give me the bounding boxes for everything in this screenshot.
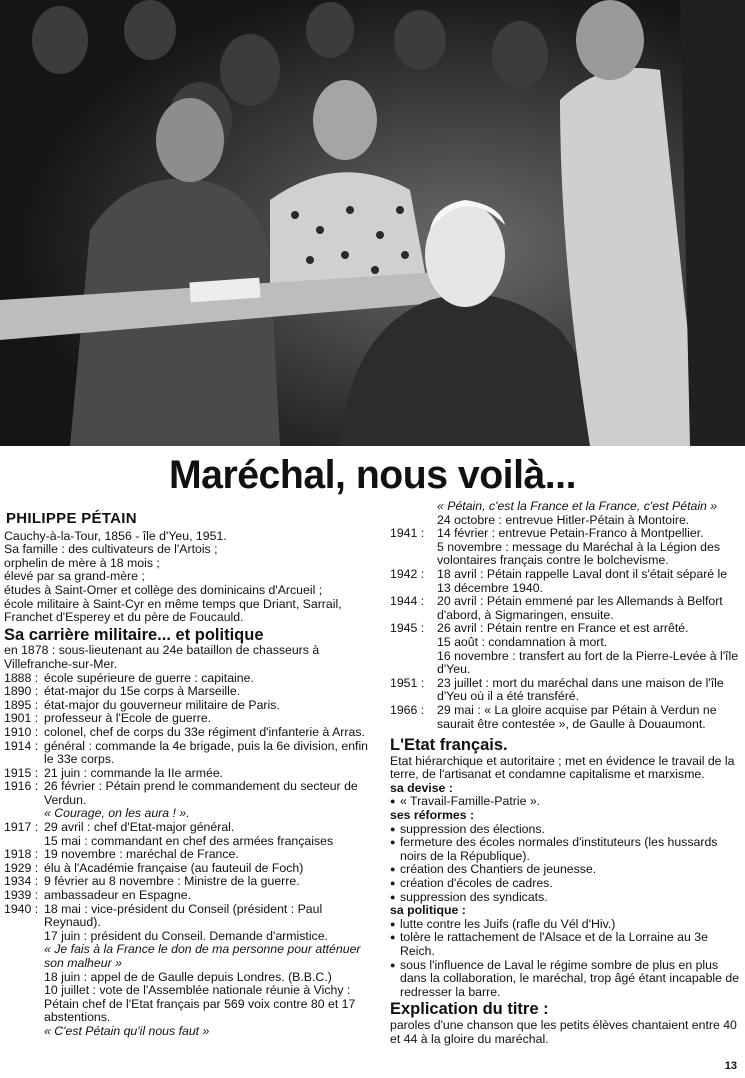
timeline-year: 1939 :: [4, 888, 39, 903]
timeline-entry: [4, 943, 380, 970]
timeline-entry: [390, 568, 742, 595]
timeline-text: « Je fais à la France le don de ma personne pour atténuer son malheur »: [44, 942, 361, 970]
timeline-year: 1951 :: [390, 675, 425, 690]
list-item: ● suppression des élections.: [390, 823, 742, 837]
list-item: ● création d'écoles de cadres.: [390, 877, 742, 891]
politique-list: [390, 918, 742, 1000]
timeline-text: 24 octobre : entrevue Hitler-Pétain à Montoire.: [437, 512, 690, 527]
timeline-text: général : commande la 4e brigade, puis la 6e division, enfin le 33e corps.: [44, 738, 369, 767]
timeline-year: 1940 :: [4, 901, 39, 916]
career-timeline: [4, 672, 380, 1039]
timeline-entry: [4, 672, 380, 686]
reformes-list: [390, 823, 742, 905]
timeline-entry: [390, 704, 742, 731]
timeline-entry: [4, 807, 380, 821]
timeline-year: [4, 807, 44, 821]
timeline-text: 15 mai : commandant en chef des armées françaises: [44, 833, 334, 848]
timeline-year: [390, 514, 437, 528]
timeline-entry: [390, 541, 742, 568]
politique-label: sa politique :: [390, 903, 466, 918]
timeline-text: 19 novembre : maréchal de France.: [44, 847, 239, 862]
timeline-entry: [4, 767, 380, 781]
timeline-text: professeur à l'Ecole de guerre.: [44, 711, 212, 726]
timeline-text: état-major du gouverneur militaire de Paris.: [44, 697, 280, 712]
timeline-entry: [4, 875, 380, 889]
timeline-text: ambassadeur en Espagne.: [44, 888, 191, 903]
timeline-entry: [4, 903, 380, 930]
timeline-text: 15 août : condamnation à mort.: [437, 634, 608, 649]
timeline-entry: [390, 514, 742, 528]
page-number: 13: [724, 1060, 737, 1072]
timeline-year: 1915 :: [4, 765, 39, 780]
devise-list: [390, 795, 742, 809]
timeline-entry: [390, 527, 742, 541]
timeline-year: 1895 :: [4, 697, 39, 712]
bio-line: études à Saint-Omer et collège des dominicains d'Arcueil ;: [4, 582, 323, 597]
timeline-text: 21 juin : commande la IIe armée.: [44, 765, 224, 780]
bio-line: orphelin de mère à 18 mois ;: [4, 555, 160, 570]
timeline-text: « C'est Pétain qu'il nous faut »: [44, 1023, 210, 1038]
timeline-year: [390, 636, 437, 650]
left-column: [4, 500, 380, 1039]
timeline-year: 1966 :: [390, 702, 425, 717]
timeline-year: 1910 :: [4, 724, 39, 739]
timeline-entry: [4, 740, 380, 767]
timeline-year: [4, 984, 44, 1025]
timeline-year: 1918 :: [4, 847, 39, 862]
bio-line: Cauchy-à-la-Tour, 1856 - île d'Yeu, 1951.: [4, 528, 227, 543]
reformes-label: ses réformes :: [390, 808, 475, 823]
timeline-text: 18 juin : appel de de Gaulle depuis Londres. (B.B.C.): [44, 969, 332, 984]
timeline-year: 1944 :: [390, 594, 425, 609]
timeline-entry: [390, 650, 742, 677]
timeline-year: [4, 930, 44, 944]
list-item: ● création des Chantiers de jeunesse.: [390, 863, 742, 877]
list-item: ● suppression des syndicats.: [390, 891, 742, 905]
timeline-year: 1929 :: [4, 860, 39, 875]
timeline-year: [4, 835, 44, 849]
timeline-text: 29 mai : « La gloire acquise par Pétain à Verdun ne saurait être contestée », de Gaulle à Douaumont.: [437, 702, 717, 731]
timeline-text: 20 avril : Pétain emmené par les Allemands à Belfort d'abord, à Sigmaringen, ensuite.: [437, 594, 723, 622]
timeline-entry: [4, 862, 380, 876]
timeline-year: [4, 943, 44, 970]
timeline-text: état-major du 15e corps à Marseille.: [44, 684, 241, 699]
explication-heading: Explication du titre :: [390, 1000, 549, 1019]
explication-text: paroles d'une chanson que les petits élèves chantaient entre 40 et 44 à la gloire du maréchal.: [390, 1017, 737, 1046]
timeline-entry: [4, 835, 380, 849]
timeline-year: [390, 541, 437, 568]
timeline-text: colonel, chef de corps du 33e régiment d'infanterie à Arras.: [44, 724, 365, 739]
timeline-year: 1916 :: [4, 779, 39, 794]
timeline-text: 14 février : entrevue Petain-Franco à Montpellier.: [437, 526, 704, 541]
timeline-text: 18 avril : Pétain rappelle Laval dont il s'était séparé le 13 décembre 1940.: [437, 566, 728, 595]
timeline-entry: [4, 726, 380, 740]
bio-line: Sa famille : des cultivateurs de l'Artois ;: [4, 542, 218, 557]
list-item: ● fermeture des écoles normales d'instituteurs (les hussards noirs de la République).: [390, 836, 742, 863]
timeline-text: 5 novembre : message du Maréchal à la Légion des volontaires français contre le bolchevisme.: [437, 539, 720, 568]
timeline-year: 1914 :: [4, 738, 39, 753]
career-heading: Sa carrière militaire... et politique: [4, 625, 264, 644]
timeline-year: 1888 :: [4, 670, 39, 685]
etat-heading: L'Etat français.: [390, 736, 508, 755]
timeline-text: « Courage, on les aura ! ».: [44, 806, 190, 821]
timeline-entry: [4, 984, 380, 1025]
timeline-entry: [4, 821, 380, 835]
timeline-year: 1934 :: [4, 874, 39, 889]
later-timeline: [390, 500, 742, 731]
bio-name: PHILIPPE PÉTAIN: [6, 510, 137, 527]
timeline-text: 23 juillet : mort du maréchal dans une maison de l'île d'Yeu où il a été transféré.: [437, 675, 724, 704]
timeline-year: 1941 :: [390, 526, 425, 541]
timeline-year: 1917 :: [4, 820, 39, 835]
timeline-text: élu à l'Académie française (au fauteuil de Foch): [44, 860, 304, 875]
timeline-text: école supérieure de guerre : capitaine.: [44, 670, 254, 685]
timeline-year: 1945 :: [390, 621, 425, 636]
devise-label: sa devise :: [390, 780, 453, 795]
timeline-year: 1901 :: [4, 711, 39, 726]
list-item: ● tolère le rattachement de l'Alsace et de la Lorraine au 3e Reich.: [390, 931, 742, 958]
timeline-year: 1890 :: [4, 684, 39, 699]
timeline-entry: [390, 500, 742, 514]
timeline-entry: [390, 636, 742, 650]
timeline-entry: [390, 622, 742, 636]
page-headline: Maréchal, nous voilà...: [168, 453, 576, 497]
bio-line: élevé par sa grand-mère ;: [4, 569, 145, 584]
timeline-entry: [4, 712, 380, 726]
timeline-text: 18 mai : vice-président du Conseil (président : Paul Reynaud).: [44, 901, 323, 930]
bio-line: école militaire à Saint-Cyr en même temps que Driant, Sarrail, Franchet d'Esperey et du père de Foucauld.: [4, 596, 342, 625]
timeline-entry: [4, 780, 380, 807]
timeline-text: 10 juillet : vote de l'Assemblée nationale réunie à Vichy : Pétain chef de l'Etat français par 569 voix contre 80 et 17 abstentions.: [44, 983, 356, 1025]
right-column: [390, 500, 742, 1046]
timeline-text: 17 juin : président du Conseil. Demande d'armistice.: [44, 928, 328, 943]
bio-text: [4, 530, 380, 625]
timeline-year: 1942 :: [390, 566, 425, 581]
timeline-entry: [4, 1025, 380, 1039]
timeline-text: 26 février : Pétain prend le commandement du secteur de Verdun.: [44, 779, 358, 807]
timeline-entry: [390, 595, 742, 622]
timeline-entry: [4, 889, 380, 903]
timeline-text: « Pétain, c'est la France et la France, c'est Pétain »: [437, 499, 718, 513]
trial-photograph: [0, 0, 745, 446]
timeline-entry: [4, 685, 380, 699]
timeline-year: [4, 971, 44, 985]
timeline-text: 29 avril : chef d'Etat-major général.: [44, 820, 235, 835]
timeline-entry: [390, 677, 742, 704]
timeline-year: [390, 500, 437, 514]
timeline-entry: [4, 971, 380, 985]
career-first: en 1878 : sous-lieutenant au 24e bataillon de chasseurs à Villefranche-sur-Mer.: [4, 643, 320, 671]
timeline-year: [4, 1025, 44, 1039]
timeline-entry: [4, 848, 380, 862]
timeline-text: 26 avril : Pétain rentre en France et est arrêté.: [437, 621, 689, 636]
list-item: ● sous l'influence de Laval le régime sombre de plus en plus dans la collaboration, le maréchal, trop âgé étant incapable de redresser la barre.: [390, 959, 742, 1000]
etat-intro: Etat hiérarchique et autoritaire ; met en évidence le travail de la terre, de l'artisanat et condamne capitalisme et marxisme.: [390, 753, 735, 782]
timeline-year: [390, 650, 437, 677]
list-item: ● « Travail-Famille-Patrie ».: [390, 795, 742, 809]
timeline-text: 9 février au 8 novembre : Ministre de la guerre.: [44, 874, 300, 889]
list-item: ● lutte contre les Juifs (rafle du Vél d'Hiv.): [390, 918, 742, 932]
timeline-text: 16 novembre : transfert au fort de la Pierre-Levée à l'île d'Yeu.: [437, 648, 739, 677]
timeline-entry: [4, 930, 380, 944]
timeline-entry: [4, 699, 380, 713]
